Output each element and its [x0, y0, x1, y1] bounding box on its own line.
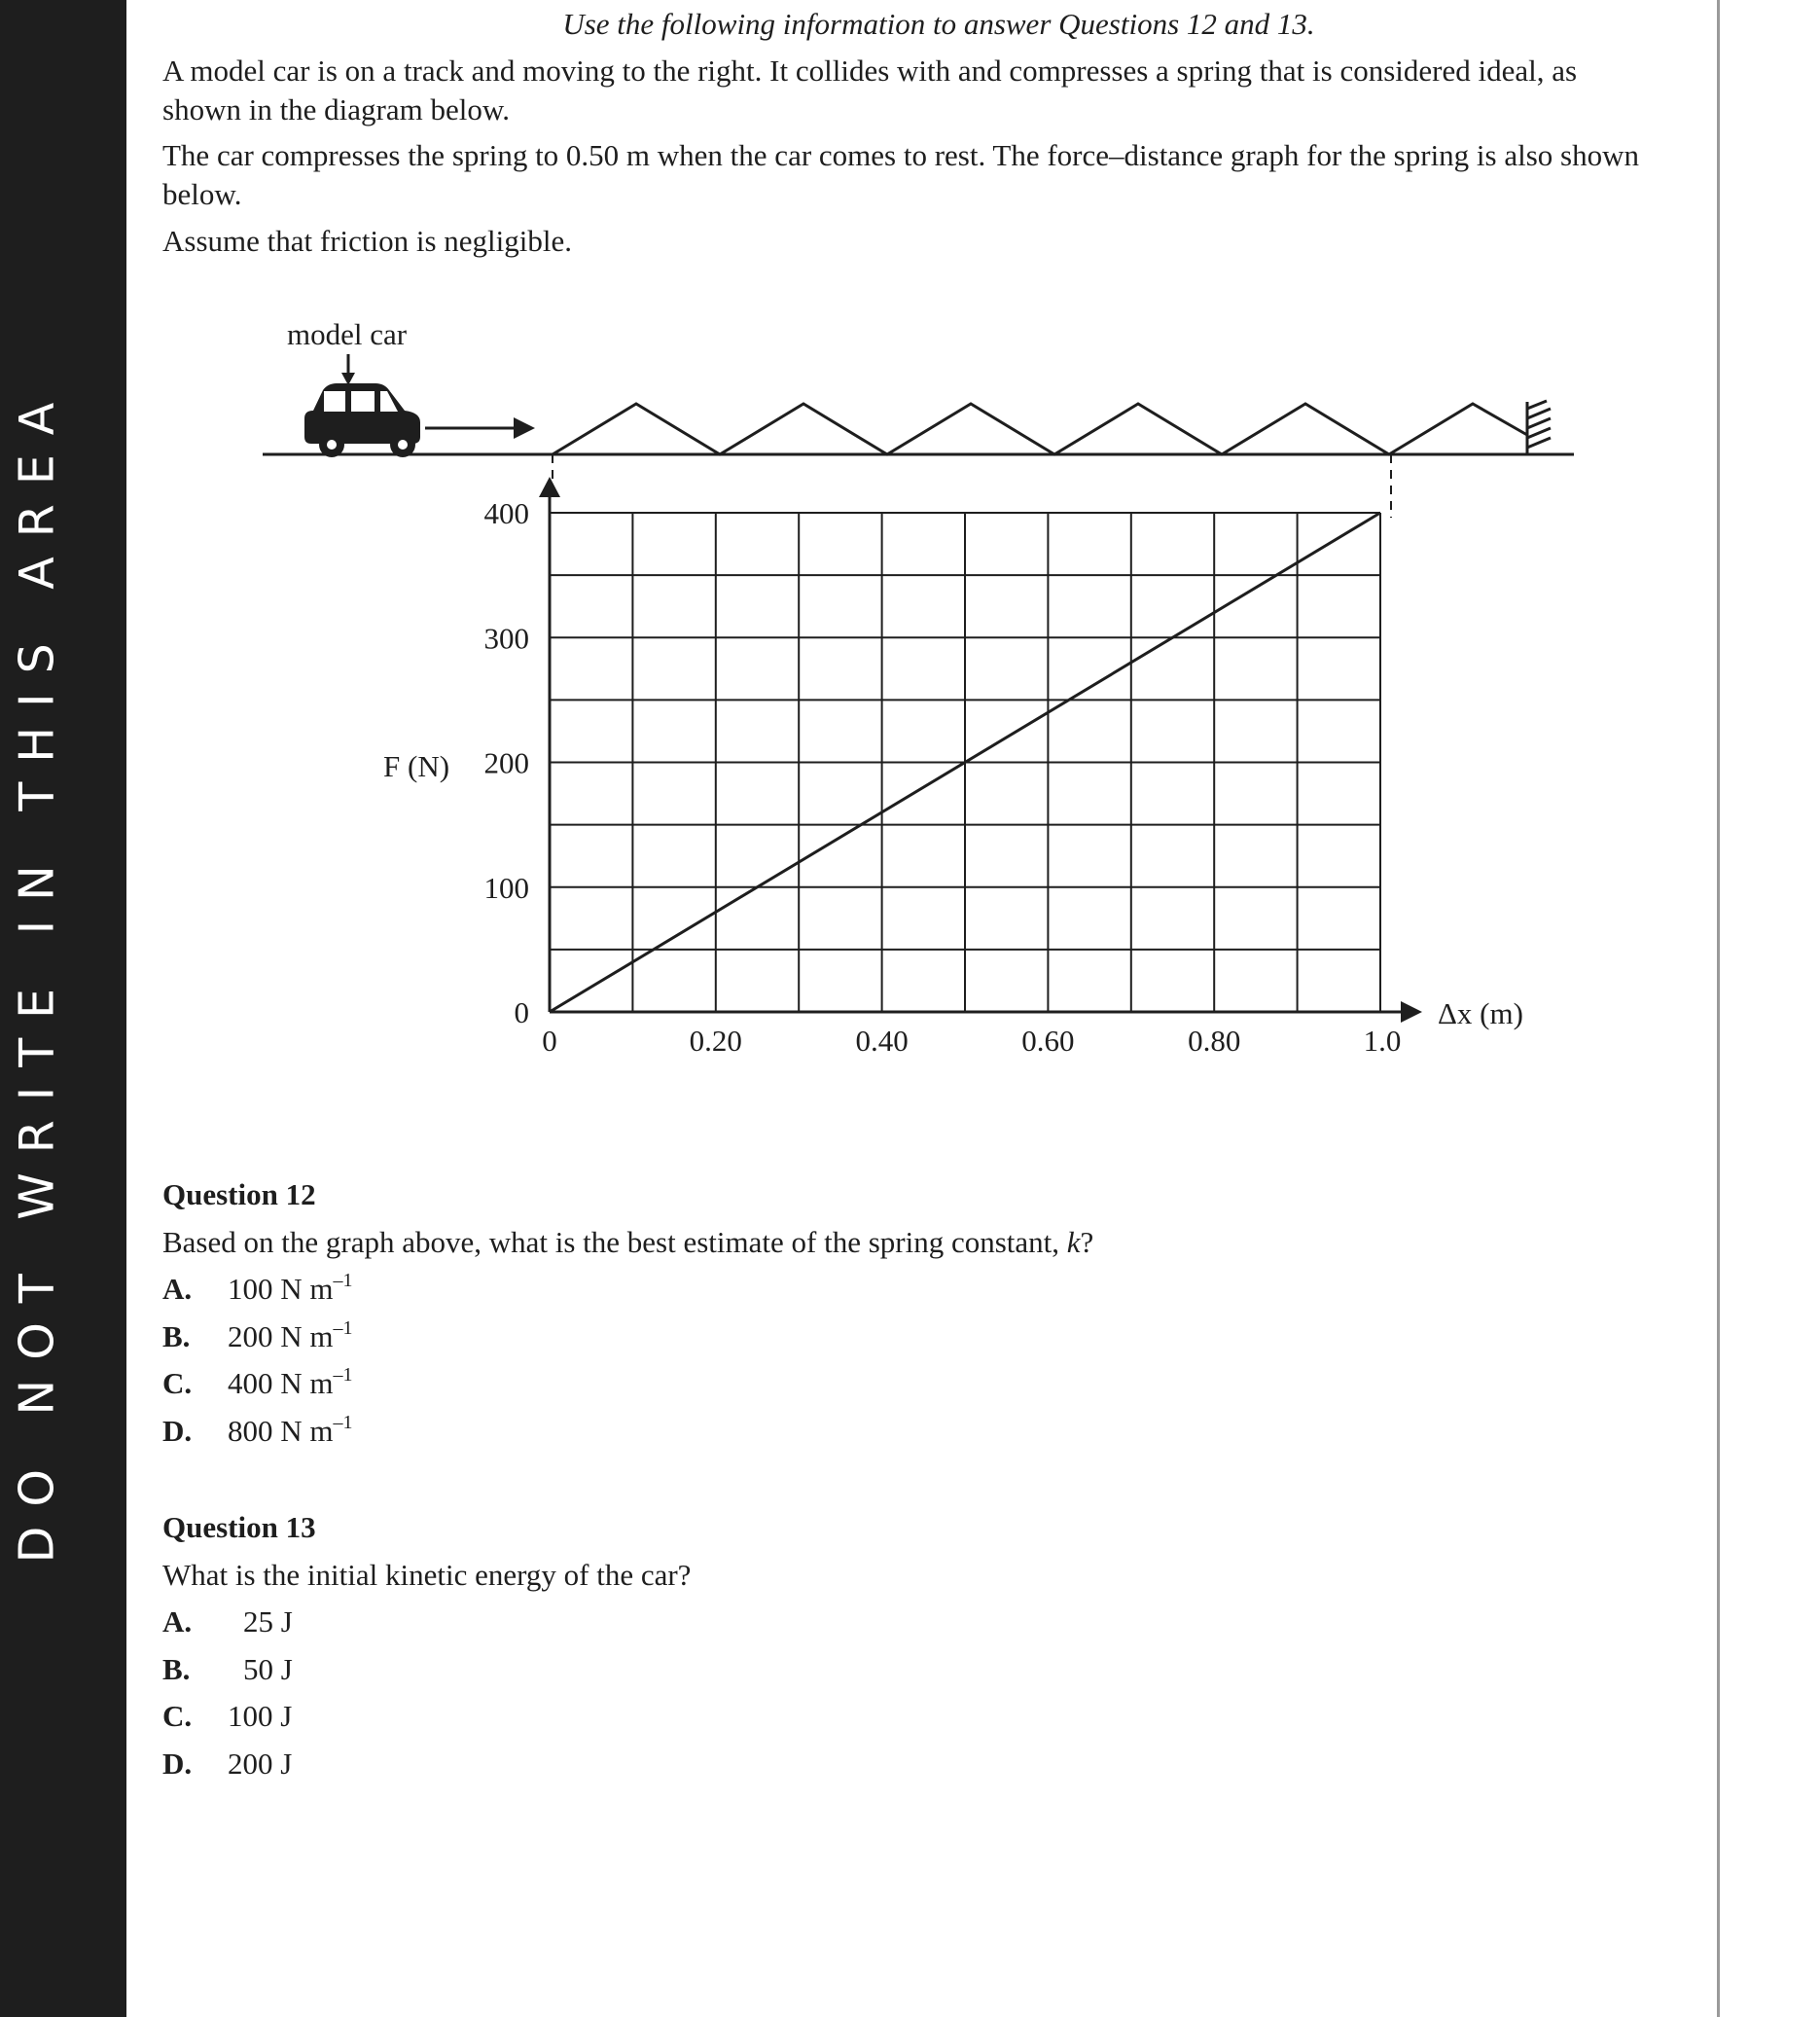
option-value: 100 N m	[228, 1272, 334, 1306]
intro-paragraph-1: A model car is on a track and moving to the right. It collides with and compresses a spring that is considered ideal, as shown in the diagram below.	[162, 54, 1578, 126]
y-tick-label: 200	[483, 745, 529, 780]
car-label: model car	[287, 317, 408, 351]
question-12-option-a	[162, 1270, 353, 1309]
y-axis-arrowhead	[539, 477, 560, 497]
question-13-stem: What is the initial kinetic energy of the car?	[162, 1558, 692, 1592]
wall-icon	[1527, 401, 1551, 454]
model-car-icon	[304, 383, 420, 457]
option-label: C.	[162, 1699, 193, 1733]
x-tick-label: 0.20	[689, 1024, 742, 1058]
intro-paragraph-2: The car compresses the spring to 0.50 m when the car comes to rest. The force–distance graph for the spring is also shown below.	[162, 138, 1640, 211]
y-tick-label: 400	[483, 496, 529, 530]
option-label: D.	[162, 1746, 193, 1781]
x-tick-label: 1.0	[1363, 1024, 1402, 1058]
question-12-title: Question 12	[162, 1177, 316, 1211]
option-value: 25 J	[243, 1604, 293, 1639]
y-axis-label: F (N)	[383, 749, 450, 783]
question-12-option-b	[162, 1317, 353, 1356]
x-tick-label: 0.40	[855, 1024, 909, 1058]
intro-paragraph-3: Assume that friction is negligible.	[162, 224, 573, 258]
x-axis-arrowhead	[1401, 1001, 1422, 1023]
x-tick-label: 0	[542, 1024, 557, 1058]
x-axis-label: Δx (m)	[1438, 996, 1523, 1030]
force-distance-chart	[383, 477, 1523, 1058]
spring-zigzag	[553, 404, 1527, 454]
question-13-option-a	[162, 1603, 293, 1641]
option-label: B.	[162, 1318, 191, 1353]
question-12-stem: Based on the graph above, what is the best estimate of the spring constant, k?	[162, 1225, 1094, 1259]
option-unit-exponent: –1	[333, 1316, 353, 1339]
motion-arrowhead	[514, 417, 535, 439]
option-value: 400 N m	[228, 1366, 334, 1400]
y-tick-label: 0	[514, 995, 529, 1029]
question-13-option-d	[162, 1745, 292, 1783]
option-label: C.	[162, 1366, 193, 1400]
y-tick-label: 100	[483, 870, 529, 905]
option-label: D.	[162, 1413, 193, 1448]
option-label: A.	[162, 1272, 193, 1306]
option-unit-exponent: –1	[333, 1364, 353, 1386]
option-value: 200 N m	[228, 1318, 334, 1353]
option-value: 800 N m	[228, 1413, 334, 1448]
question-12-option-d	[162, 1412, 353, 1451]
x-tick-label: 0.60	[1021, 1024, 1075, 1058]
option-value: 200 J	[228, 1746, 293, 1781]
question-13-option-c	[162, 1697, 292, 1736]
option-unit-exponent: –1	[333, 1411, 353, 1433]
option-value: 100 J	[228, 1699, 293, 1733]
y-tick-label: 300	[483, 621, 529, 656]
question-12-option-c	[162, 1364, 353, 1403]
question-13-option-b	[162, 1650, 293, 1689]
margin-warning-text: DO NOT WRITE IN THIS AREA	[9, 382, 65, 1564]
spring-car-diagram	[263, 317, 1574, 518]
option-label: A.	[162, 1604, 193, 1639]
option-label: B.	[162, 1651, 191, 1686]
x-tick-label: 0.80	[1188, 1024, 1241, 1058]
option-unit-exponent: –1	[333, 1270, 353, 1291]
question-13-title: Question 13	[162, 1510, 316, 1544]
option-value: 50 J	[243, 1651, 293, 1686]
intro-heading: Use the following information to answer Questions 12 and 13.	[562, 7, 1315, 41]
